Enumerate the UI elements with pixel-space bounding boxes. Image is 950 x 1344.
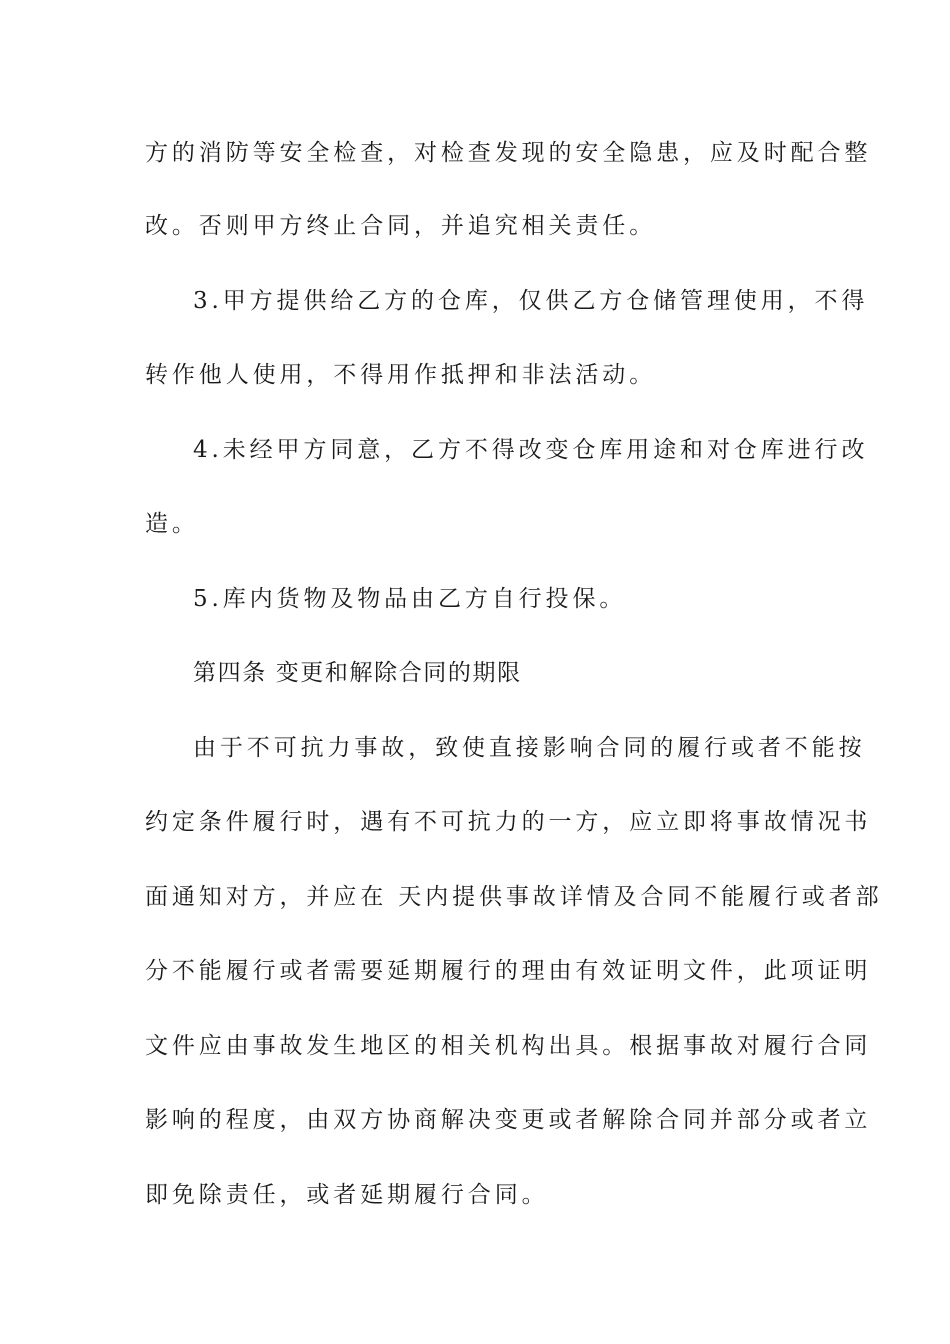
- clause-4-text: 4.未经甲方同意，乙方不得改变仓库用途和对仓库进行改: [193, 437, 869, 463]
- body-text-line: 改。否则甲方终止合同，并追究相关责任。: [145, 213, 657, 239]
- body-text-line: 约定条件履行时，遇有不可抗力的一方，应立即将事故情况书: [145, 809, 872, 835]
- section-heading: 第四条 变更和解除合同的期限: [193, 660, 522, 686]
- body-text-line: 文件应由事故发生地区的相关机构出具。根据事故对履行合同: [145, 1033, 872, 1059]
- body-text-line: 转作他人使用，不得用作抵押和非法活动。: [145, 362, 657, 388]
- clause-3-text: 3.甲方提供给乙方的仓库，仅供乙方仓储管理使用，不得: [193, 288, 869, 314]
- body-text-line: 方的消防等安全检查，对检查发现的安全隐患，应及时配合整: [145, 140, 872, 166]
- body-text-line: 影响的程度，由双方协商解决变更或者解除合同并部分或者立: [145, 1107, 872, 1133]
- body-text-line: 即免除责任，或者延期履行合同。: [145, 1182, 549, 1208]
- body-text-line: 造。: [145, 511, 199, 537]
- body-text-line: 面通知对方，并应在 天内提供事故详情及合同不能履行或者部: [145, 884, 883, 910]
- clause-5-text: 5.库内货物及物品由乙方自行投保。: [193, 586, 627, 612]
- body-text-line: 分不能履行或者需要延期履行的理由有效证明文件，此项证明: [145, 958, 872, 984]
- paragraph-start-text: 由于不可抗力事故，致使直接影响合同的履行或者不能按: [193, 735, 866, 761]
